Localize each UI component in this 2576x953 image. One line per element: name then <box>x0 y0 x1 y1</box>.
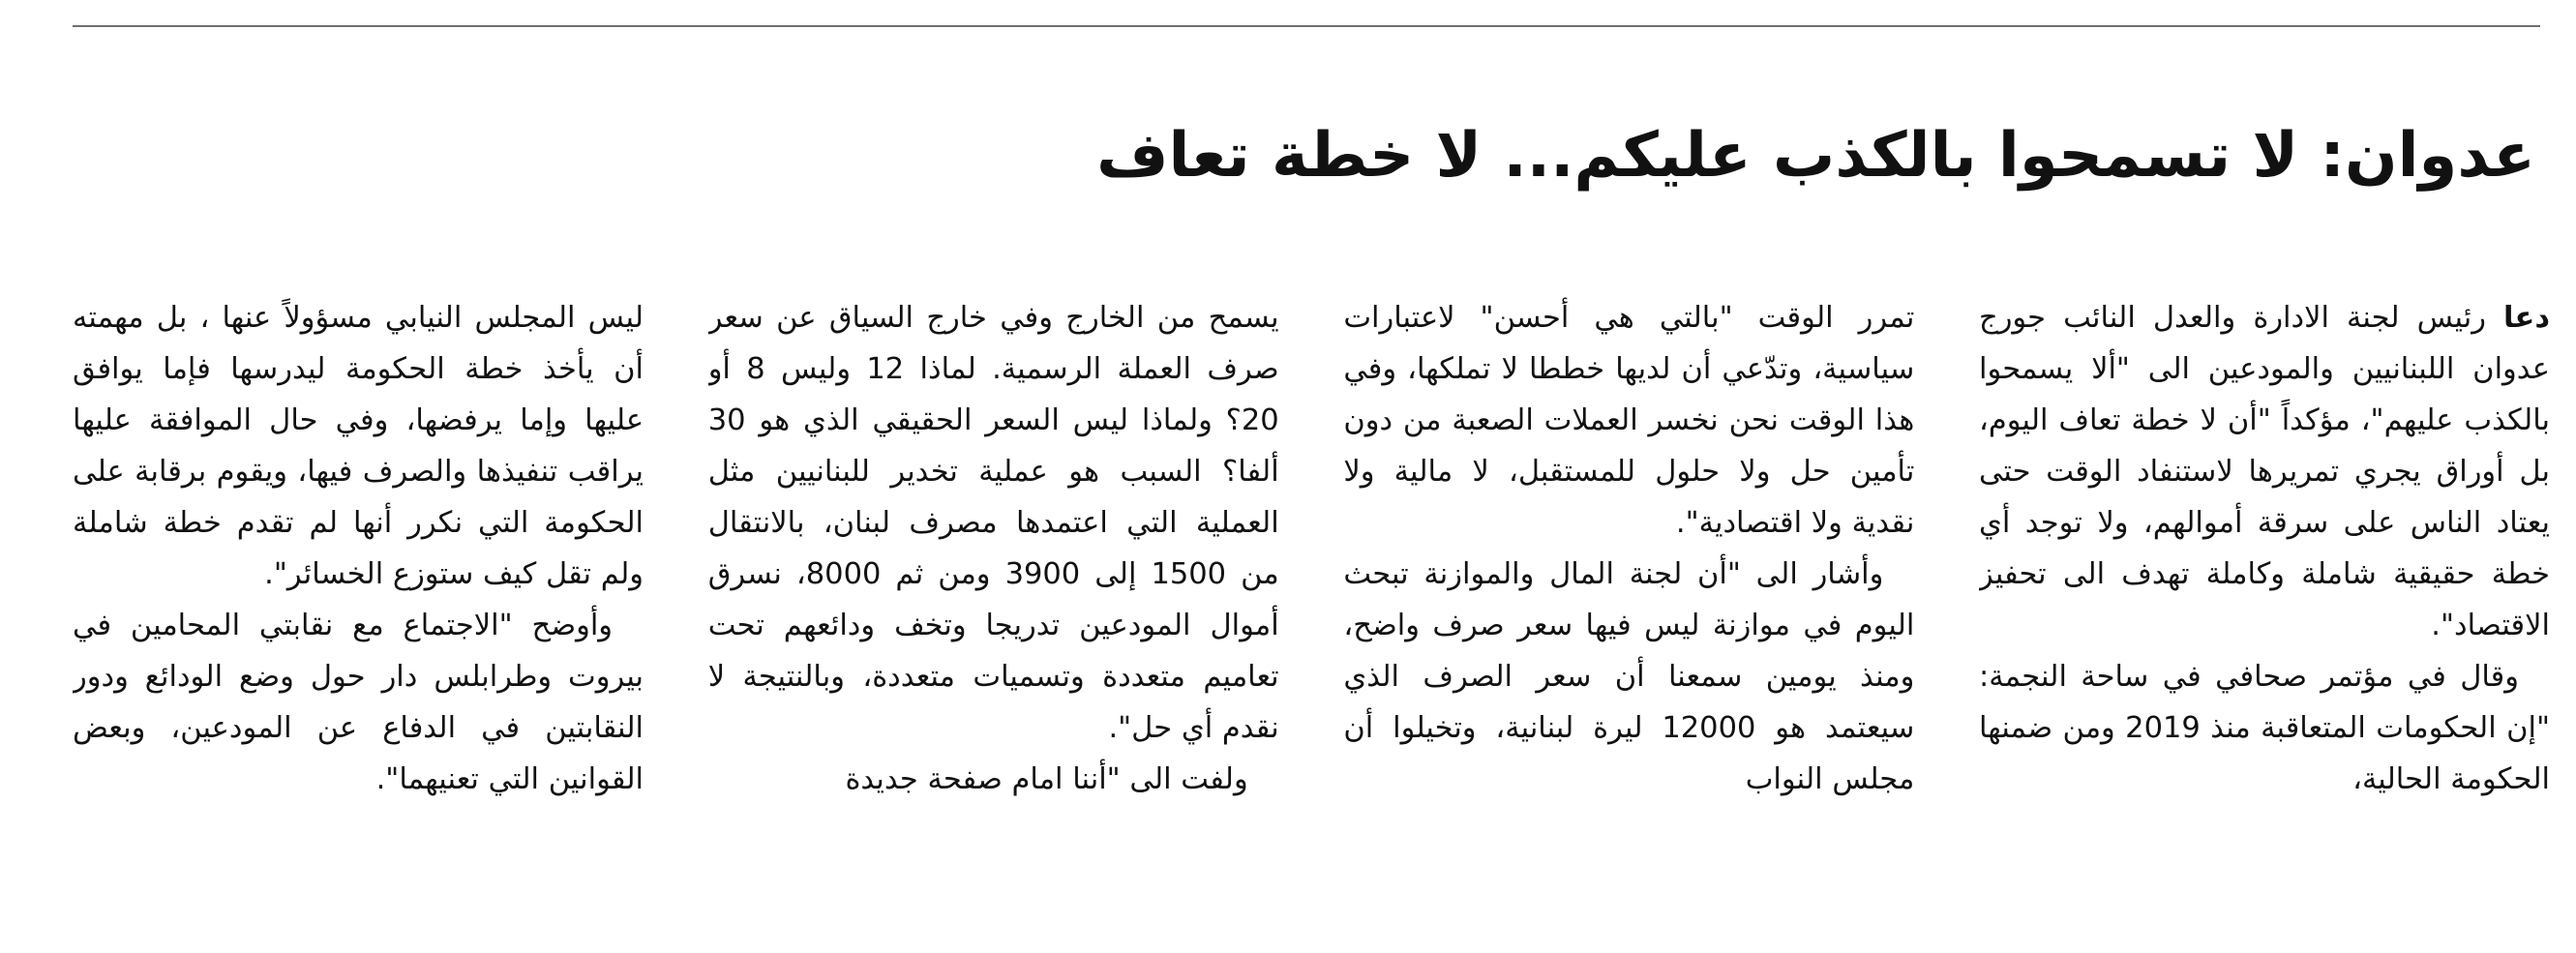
paragraph: تمرر الوقت "بالتي هي أحسن" لاعتبارات سياسية، وتدّعي أن لديها خططا لا تملكها، وفي هذا الوقت نحن نخسر العملات الصعبة من دون تأمين حل ولا حلول للمستقبل، لا مالية ولا نقدية ولا اقتصادية". <box>1343 301 1915 540</box>
paragraph: يسمح من الخارج وفي خارج السياق عن سعر صرف العملة الرسمية. لماذا 12 وليس 8 أو 20؟ ولماذا ليس السعر الحقيقي الذي هو 30 ألفا؟ السبب هو عملية تخدير للبنانيين مثل العملية التي اعتمدها مصرف لبنان، بالانتقال من 1500 إلى 3900 ومن ثم 8000، نسرق أموال المودعين تدريجا وتخف ودائعهم تحت تعاميم متعددة وتسميات متعددة، وبالنتيجة لا نقدم أي حل". <box>707 301 1279 745</box>
article-body <box>73 292 2550 892</box>
paragraph <box>1979 292 2550 651</box>
paragraph: وأشار الى "أن لجنة المال والموازنة تبحث اليوم في موازنة ليس فيها سعر صرف واضح، ومنذ يومين سمعنا أن سعر الصرف الذي سيعتمد هو 12000 ليرة لبنانية، وتخيلوا أن مجلس النواب <box>1343 557 1915 796</box>
article-headline: عدوان: لا تسمحوا بالكذب عليكم... لا خطة تعاف <box>1096 120 2535 192</box>
dateline: دعا <box>2503 301 2550 335</box>
article-column-1 <box>1979 292 2550 892</box>
article-column-4 <box>73 292 644 892</box>
paragraph-text: رئيس لجنة الادارة والعدل النائب جورج عدوان اللبنانيين والمودعين الى "ألا يسمحوا بالكذب عليهم"، مؤكداً "أن لا خطة تعاف اليوم، بل أوراق يجري تمريرها لاستنفاد الوقت حتى يعتاد الناس على سرقة أموالهم، ولا توجد أي خطة حقيقية شاملة وكاملة تهدف الى تحفيز الاقتصاد". <box>1979 301 2550 642</box>
paragraph: ولفت الى "أننا امام صفحة جديدة <box>845 762 1248 796</box>
top-divider <box>73 25 2540 27</box>
article-column-2 <box>1343 292 1914 892</box>
paragraph: وقال في مؤتمر صحافي في ساحة النجمة: "إن الحكومات المتعاقبة منذ 2019 ومن ضمنها الحكومة الحالية، <box>1979 660 2550 796</box>
paragraph: وأوضح "الاجتماع مع نقابتي المحامين في بيروت وطرابلس دار حول وضع الودائع ودور النقابتين في الدفاع عن المودعين، وبعض القوانين التي تعنيهما". <box>73 609 644 796</box>
article-column-3 <box>708 292 1279 892</box>
paragraph: ليس المجلس النيابي مسؤولاً عنها ، بل مهمته أن يأخذ خطة الحكومة ليدرسها فإما يوافق عليها وإما يرفضها، وفي حال الموافقة عليها يراقب تنفيذها والصرف فيها، ويقوم برقابة على الحكومة التي نكرر أنها لم تقدم خطة شاملة ولم تقل كيف ستوزع الخسائر". <box>73 301 644 591</box>
